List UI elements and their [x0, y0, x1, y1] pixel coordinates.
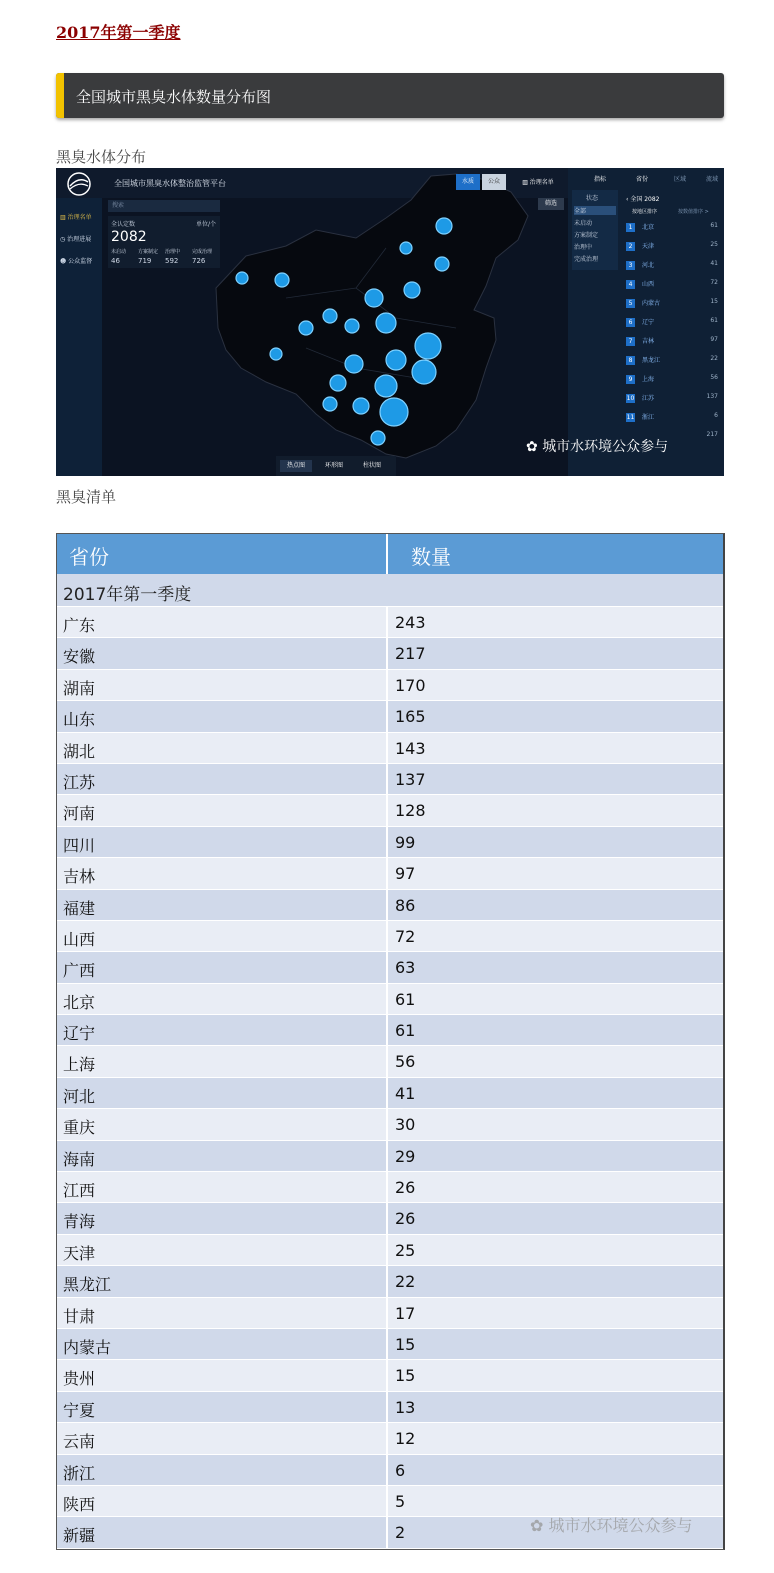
cell-divider	[386, 984, 388, 1014]
count-cell: 15	[395, 1334, 416, 1354]
table-row	[57, 1455, 723, 1486]
status-filter-list	[572, 190, 618, 270]
quarter-title-link[interactable]: 2017年第一季度	[56, 23, 181, 42]
cell-divider	[386, 952, 388, 982]
column-header-province: 省份	[69, 545, 109, 569]
rank-province: 内蒙古	[642, 300, 661, 307]
rank-value: 41	[710, 260, 718, 267]
cell-divider	[386, 1266, 388, 1296]
cell-divider	[386, 1203, 388, 1233]
province-cell: 山西	[63, 929, 96, 949]
table-row	[57, 890, 723, 921]
table-row	[57, 984, 723, 1015]
count-cell: 97	[395, 864, 416, 884]
ranking-item[interactable]	[626, 241, 718, 253]
tab-basin[interactable]: 流域	[705, 176, 718, 183]
ranking-item[interactable]	[626, 374, 718, 386]
province-cell: 湖南	[63, 678, 96, 698]
province-cell: 内蒙古	[63, 1337, 112, 1357]
table-row	[57, 1046, 723, 1077]
rank-province: 辽宁	[642, 319, 655, 326]
count-cell: 63	[395, 958, 416, 978]
ranking-item[interactable]	[626, 393, 718, 405]
count-cell: 165	[395, 707, 426, 727]
stats-sub-value: 719	[138, 257, 152, 265]
tab-region[interactable]: 区域	[673, 176, 686, 183]
table-row	[57, 1266, 723, 1297]
filter-button[interactable]: 筛选	[538, 198, 564, 210]
quarter-row-label: 2017年第一季度	[63, 585, 192, 605]
stats-sub-label: 治理中	[165, 249, 181, 255]
stats-total-label: 全认定数	[111, 221, 136, 228]
table-row	[57, 1423, 723, 1454]
table-row	[57, 795, 723, 826]
cell-divider	[386, 1486, 388, 1516]
province-cell: 四川	[63, 835, 96, 855]
rank-badge: 2	[626, 242, 635, 251]
table-row	[57, 1015, 723, 1046]
stats-panel	[108, 216, 220, 268]
banner-accent	[56, 73, 64, 118]
public-button[interactable]: 公众	[482, 174, 506, 190]
column-header-count: 数量	[411, 545, 451, 569]
blackwater-table	[56, 533, 725, 1550]
province-cell: 福建	[63, 898, 96, 918]
nav-label: 治理名单	[67, 214, 92, 221]
table-row	[57, 1141, 723, 1172]
table-row	[57, 1298, 723, 1329]
cell-divider	[386, 733, 388, 763]
count-cell: 17	[395, 1303, 416, 1323]
table-header	[57, 534, 723, 574]
cell-divider	[386, 1455, 388, 1485]
cell-divider	[386, 638, 388, 668]
rank-badge: 11	[626, 414, 635, 421]
cell-divider	[386, 1329, 388, 1359]
count-cell: 170	[395, 675, 426, 695]
rank-badge: 6	[626, 318, 635, 327]
table-row	[57, 670, 723, 701]
province-cell: 湖北	[63, 741, 96, 761]
province-cell: 吉林	[63, 867, 96, 887]
cell-divider	[386, 1109, 388, 1139]
stats-sub-label: 方案制定	[138, 249, 159, 255]
distribution-heading: 黑臭水体分布	[56, 148, 147, 166]
count-cell: 2	[395, 1523, 406, 1543]
cell-divider	[386, 1015, 388, 1045]
count-cell: 29	[395, 1146, 416, 1166]
sort-by-region[interactable]: 按地区排序	[632, 209, 658, 215]
table-row	[57, 827, 723, 858]
rank-value: 217	[706, 431, 718, 438]
treatment-list-button[interactable]	[512, 176, 564, 190]
header-divider	[386, 534, 388, 574]
quarter-row	[57, 574, 723, 607]
cell-divider	[386, 764, 388, 794]
count-cell: 26	[395, 1178, 416, 1198]
tab-bar-chart[interactable]: 柱状图	[362, 462, 381, 469]
cell-divider	[386, 1172, 388, 1202]
cell-divider	[386, 1392, 388, 1422]
table-row	[57, 764, 723, 795]
cell-divider	[386, 1235, 388, 1265]
rank-badge: 10	[626, 395, 635, 402]
sort-by-value[interactable]: 按数值排序 >	[678, 209, 709, 215]
watermark-text: 城市水环境公众参与	[542, 439, 669, 455]
cell-divider	[386, 1078, 388, 1108]
province-cell: 新疆	[63, 1526, 96, 1546]
province-cell: 江苏	[63, 772, 96, 792]
nav-label: 公众监督	[68, 258, 93, 265]
rank-province: 吉林	[642, 338, 655, 345]
table-row	[57, 638, 723, 669]
rank-value: 56	[710, 374, 718, 381]
table-row	[57, 701, 723, 732]
rank-province: 黑龙江	[642, 357, 661, 364]
chevron-left-icon[interactable]: ‹	[626, 196, 631, 203]
cell-divider	[386, 921, 388, 951]
water-quality-button[interactable]: 水质	[456, 174, 480, 190]
province-cell: 北京	[63, 992, 96, 1012]
ranking-item[interactable]	[626, 298, 718, 310]
tab-province[interactable]: 省份	[635, 176, 648, 183]
rank-value: 72	[710, 279, 718, 286]
province-cell: 甘肃	[63, 1306, 96, 1326]
right-panel	[568, 168, 724, 476]
tab-heatmap[interactable]: 热点图	[280, 460, 312, 472]
status-option[interactable]: 方案制定	[574, 232, 599, 239]
count-cell: 217	[395, 644, 426, 664]
count-cell: 6	[395, 1460, 406, 1480]
rank-value: 137	[706, 393, 718, 400]
count-cell: 137	[395, 769, 426, 789]
table-row	[57, 1109, 723, 1140]
rank-badge: 4	[626, 280, 635, 289]
province-cell: 天津	[63, 1243, 96, 1263]
status-option[interactable]: 治理中	[574, 244, 593, 251]
cell-divider	[386, 1517, 388, 1547]
table-row	[57, 1329, 723, 1360]
rank-badge: 5	[626, 299, 635, 308]
rank-badge: 3	[626, 261, 635, 270]
count-cell: 243	[395, 613, 426, 632]
province-cell: 海南	[63, 1149, 96, 1169]
count-cell: 61	[395, 989, 416, 1009]
bar-chart-icon: ▥	[522, 179, 530, 186]
cell-divider	[386, 1298, 388, 1328]
ranking-item[interactable]	[626, 222, 718, 234]
count-cell: 56	[395, 1052, 416, 1072]
count-cell: 30	[395, 1115, 416, 1135]
count-cell: 26	[395, 1209, 416, 1229]
tab-indicator[interactable]: 指标	[593, 176, 606, 183]
count-cell: 15	[395, 1366, 416, 1386]
tab-ring-chart[interactable]: 环形图	[324, 462, 343, 469]
cell-divider	[386, 827, 388, 857]
cell-divider	[386, 670, 388, 700]
ranking-item[interactable]	[626, 279, 718, 291]
dashboard-watermark	[526, 436, 668, 456]
rank-value: 61	[710, 317, 718, 324]
province-cell: 山东	[63, 710, 96, 730]
platform-logo-icon	[62, 172, 96, 196]
stats-sub-label: 完成治理	[192, 249, 213, 255]
rank-province: 浙江	[642, 414, 655, 421]
table-body	[57, 607, 723, 1549]
table-row	[57, 952, 723, 983]
nav-public-supervision[interactable]	[60, 256, 100, 268]
table-row	[57, 1360, 723, 1391]
clock-icon: ◷	[60, 236, 68, 243]
section-banner	[56, 73, 724, 118]
rank-value: 22	[710, 355, 718, 362]
cell-divider	[386, 607, 388, 637]
count-cell: 25	[395, 1240, 416, 1260]
rank-value: 25	[710, 241, 718, 248]
view-tabbar	[276, 456, 396, 476]
users-icon: ☻	[60, 258, 69, 265]
province-cell: 重庆	[63, 1118, 96, 1138]
stats-sub-label: 未启动	[111, 249, 127, 255]
stats-total: 2082	[111, 229, 147, 245]
nav-treatment-list[interactable]	[60, 212, 100, 224]
province-cell: 上海	[63, 1055, 96, 1075]
count-cell: 41	[395, 1083, 416, 1103]
table-row	[57, 1392, 723, 1423]
province-cell: 陕西	[63, 1494, 96, 1514]
rank-badge: 7	[626, 337, 635, 346]
rank-value: 61	[710, 222, 718, 229]
button-label: 治理名单	[529, 179, 554, 186]
province-cell: 广西	[63, 961, 96, 981]
ranking-item[interactable]	[626, 355, 718, 367]
cell-divider	[386, 701, 388, 731]
status-title: 状态	[586, 195, 599, 202]
table-row	[57, 1203, 723, 1234]
ranking-item[interactable]	[626, 317, 718, 329]
table-row	[57, 858, 723, 889]
ranking-item[interactable]	[626, 412, 718, 424]
province-cell: 江西	[63, 1181, 96, 1201]
cell-divider	[386, 1141, 388, 1171]
table-row	[57, 733, 723, 764]
nav-label: 治理进展	[67, 236, 92, 243]
province-cell: 辽宁	[63, 1024, 96, 1044]
rank-value: 6	[714, 412, 718, 419]
rank-province: 河北	[642, 262, 655, 269]
rank-province: 北京	[642, 224, 655, 231]
stats-unit: 单位/个	[195, 221, 216, 228]
cell-divider	[386, 1423, 388, 1453]
cell-divider	[386, 1360, 388, 1390]
count-cell: 12	[395, 1429, 416, 1449]
ranking-item[interactable]	[626, 260, 718, 272]
province-cell: 河北	[63, 1086, 96, 1106]
watermark-text: 城市水环境公众参与	[548, 1516, 693, 1535]
cell-divider	[386, 890, 388, 920]
table-row	[57, 921, 723, 952]
province-cell: 青海	[63, 1212, 96, 1232]
right-header	[626, 194, 660, 203]
list-heading: 黑臭清单	[56, 488, 117, 506]
rank-province: 江苏	[642, 395, 655, 402]
chart-icon: ▥	[60, 214, 68, 221]
banner-title: 全国城市黑臭水体数量分布图	[76, 88, 272, 106]
status-option[interactable]: 未启动	[574, 220, 593, 227]
stats-sub-value: 726	[192, 257, 206, 265]
stats-sub-value: 592	[165, 257, 179, 265]
wechat-icon: ✿	[526, 439, 543, 455]
stats-sub-value: 46	[111, 257, 120, 265]
region-search-input[interactable]: 搜索	[108, 200, 220, 212]
count-cell: 86	[395, 895, 416, 915]
province-cell: 安徽	[63, 647, 96, 667]
province-cell: 黑龙江	[63, 1275, 112, 1295]
china-map	[156, 168, 576, 476]
table-watermark	[530, 1513, 693, 1536]
rank-value: 15	[710, 298, 718, 305]
status-option[interactable]: 完成治理	[574, 256, 599, 263]
app-title: 全国城市黑臭水体整治监管平台	[114, 179, 226, 188]
dashboard-screenshot	[56, 168, 724, 476]
province-cell: 贵州	[63, 1369, 96, 1389]
rank-badge: 8	[626, 356, 635, 365]
rank-value: 97	[710, 336, 718, 343]
rank-province: 上海	[642, 376, 655, 383]
rank-badge: 1	[626, 223, 635, 232]
cell-divider	[386, 858, 388, 888]
count-cell: 13	[395, 1397, 416, 1417]
count-cell: 143	[395, 738, 426, 758]
rank-province: 山西	[642, 281, 655, 288]
count-cell: 61	[395, 1021, 416, 1041]
province-cell: 广东	[63, 616, 96, 635]
ranking-item[interactable]	[626, 336, 718, 348]
status-option[interactable]: 全部	[574, 206, 616, 215]
province-cell: 宁夏	[63, 1400, 96, 1420]
cell-divider	[386, 795, 388, 825]
count-cell: 22	[395, 1272, 416, 1292]
right-header-label: 全国 2082	[630, 196, 660, 203]
rank-province: 天津	[642, 243, 655, 250]
province-cell: 云南	[63, 1432, 96, 1452]
wechat-icon: ✿	[530, 1516, 549, 1535]
count-cell: 128	[395, 801, 426, 821]
province-cell: 浙江	[63, 1463, 96, 1483]
nav-progress[interactable]	[60, 234, 100, 246]
table-row	[57, 1172, 723, 1203]
count-cell: 72	[395, 926, 416, 946]
table-row	[57, 607, 723, 638]
count-cell: 99	[395, 832, 416, 852]
count-cell: 5	[395, 1491, 406, 1511]
cell-divider	[386, 1046, 388, 1076]
rank-badge: 9	[626, 375, 635, 384]
left-nav	[56, 198, 102, 476]
table-row	[57, 1078, 723, 1109]
table-row	[57, 1235, 723, 1266]
province-cell: 河南	[63, 804, 96, 824]
